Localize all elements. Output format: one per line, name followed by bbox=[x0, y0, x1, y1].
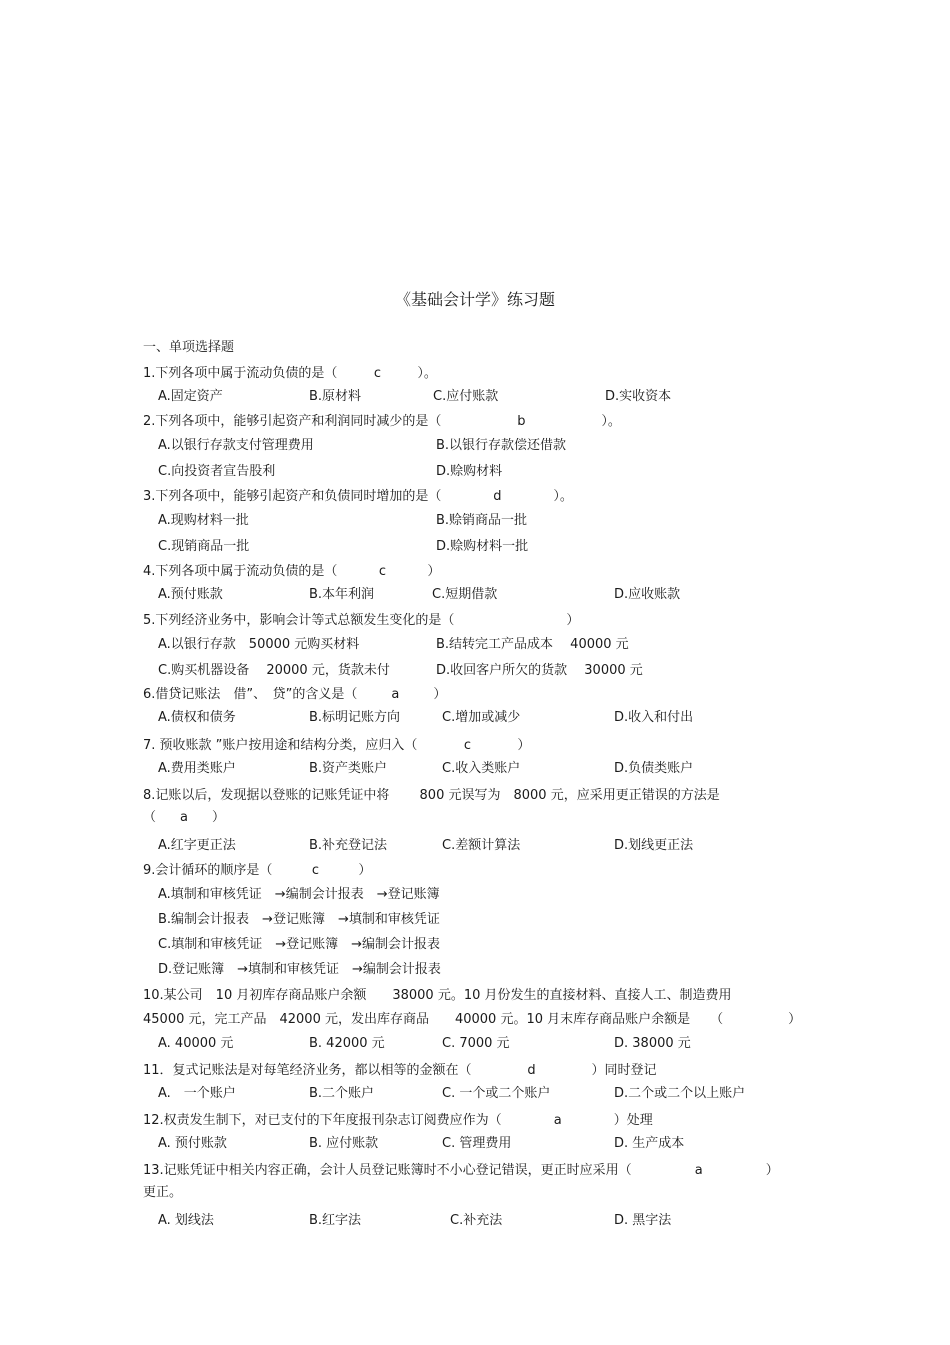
option-b: B. 42000 元 bbox=[309, 1036, 385, 1051]
option-c: C.向投资者宣告股利 bbox=[158, 464, 276, 479]
question-stem bbox=[143, 561, 440, 583]
stem-close: ）同时登记 bbox=[591, 1063, 657, 1078]
stem-text: 6.借贷记账法 借”、 贷”的含义是（ bbox=[143, 687, 358, 702]
document-title: 《基础会计学》练习题 bbox=[394, 290, 555, 309]
option-b: B.本年利润 bbox=[309, 587, 375, 602]
option-d: D.二个或二个以上账户 bbox=[614, 1086, 746, 1101]
option-a: A.预付账款 bbox=[158, 587, 223, 602]
question-stem bbox=[143, 610, 579, 632]
options-row bbox=[158, 658, 643, 684]
question-stem-line-2 bbox=[143, 807, 720, 829]
question-stem bbox=[143, 411, 621, 433]
stem-text-2: 45000 元，完工产品 42000 元，发出库存商品 40000 元。10 月末库存商品账户余额是 bbox=[143, 1012, 691, 1027]
option-b: B.补充登记法 bbox=[309, 838, 388, 853]
option-d: D.赊购材料一批 bbox=[436, 539, 529, 554]
option-a: A. 40000 元 bbox=[158, 1036, 234, 1051]
question-stem bbox=[143, 785, 720, 807]
option-a: A.填制和审核凭证 →编制会计报表 →登记账簿 bbox=[158, 887, 440, 902]
options-row bbox=[158, 882, 440, 907]
question-11 bbox=[143, 1060, 746, 1106]
option-b: B.结转完工产品成本 40000 元 bbox=[436, 637, 629, 652]
options-row bbox=[158, 706, 694, 730]
question-stem-line-2 bbox=[143, 1182, 779, 1204]
option-d: D.收入和付出 bbox=[614, 710, 694, 725]
option-c: C.应付账款 bbox=[433, 389, 499, 404]
option-c: C.补充法 bbox=[450, 1213, 503, 1228]
options-row bbox=[158, 508, 573, 534]
stem-text: 2.下列各项中，能够引起资产和利润同时减少的是（ bbox=[143, 414, 442, 429]
option-a: A.红字更正法 bbox=[158, 838, 236, 853]
option-c: C. 7000 元 bbox=[442, 1036, 510, 1051]
options-row bbox=[158, 583, 681, 607]
stem-text: 1.下列各项中属于流动负债的是（ bbox=[143, 366, 338, 381]
options-row bbox=[158, 1132, 685, 1156]
stem-text: 12.权责发生制下，对已支付的下年度报刊杂志订阅费应作为（ bbox=[143, 1113, 502, 1128]
question-1 bbox=[143, 363, 672, 409]
question-3 bbox=[143, 486, 573, 560]
question-stem bbox=[143, 1160, 779, 1182]
options-row bbox=[158, 907, 440, 932]
option-c: C.购买机器设备 20000 元，货款未付 bbox=[158, 663, 390, 678]
option-b: B.原材料 bbox=[309, 389, 362, 404]
stem-close: ）处理 bbox=[613, 1113, 653, 1128]
option-a: A. 划线法 bbox=[158, 1213, 214, 1228]
answer-text: a bbox=[391, 687, 400, 702]
option-b: B. 应付账款 bbox=[309, 1136, 379, 1151]
question-stem bbox=[143, 735, 530, 757]
option-d: D.登记账簿 →填制和审核凭证 →编制会计报表 bbox=[158, 962, 441, 977]
answer-text: b bbox=[517, 414, 526, 429]
option-a: A. 预付账款 bbox=[158, 1136, 227, 1151]
stem-text: 7. 预收账款 ”账户按用途和结构分类，应归入（ bbox=[143, 738, 418, 753]
option-d: D. 黑字法 bbox=[614, 1213, 672, 1228]
option-d: D.赊购材料 bbox=[436, 464, 503, 479]
question-stem bbox=[143, 1110, 653, 1132]
question-9 bbox=[143, 860, 441, 982]
stem-close: ）。 bbox=[553, 489, 573, 504]
options-row bbox=[158, 757, 694, 781]
stem-open: （ bbox=[143, 810, 157, 825]
stem-close: ） bbox=[566, 613, 580, 628]
option-c: C.现销商品一批 bbox=[158, 539, 250, 554]
answer-text: a bbox=[180, 810, 188, 825]
question-stem bbox=[143, 363, 437, 385]
option-c: C.短期借款 bbox=[432, 587, 498, 602]
options-row bbox=[158, 957, 441, 982]
question-4 bbox=[143, 561, 681, 607]
question-13 bbox=[143, 1160, 779, 1233]
option-a: A.现购材料一批 bbox=[158, 513, 249, 528]
options-row bbox=[158, 433, 621, 459]
answer-text: c bbox=[463, 738, 471, 753]
answer-text: d bbox=[493, 489, 502, 504]
option-b: B.以银行存款偿还借款 bbox=[436, 438, 567, 453]
option-c: C.增加或减少 bbox=[442, 710, 521, 725]
options-row bbox=[158, 932, 440, 957]
option-a: A.债权和债务 bbox=[158, 710, 236, 725]
options-row bbox=[158, 534, 573, 560]
stem-text: 9.会计循环的顺序是（ bbox=[143, 863, 273, 878]
option-d: D.负债类账户 bbox=[614, 761, 694, 776]
answer-text: c bbox=[378, 564, 386, 579]
question-5 bbox=[143, 610, 643, 684]
option-c: C. 管理费用 bbox=[442, 1136, 512, 1151]
question-7 bbox=[143, 735, 694, 781]
option-b: B.二个账户 bbox=[309, 1086, 375, 1101]
option-b: B.编制会计报表 →登记账簿 →填制和审核凭证 bbox=[158, 912, 440, 927]
question-stem bbox=[143, 1060, 657, 1082]
stem-close: ）。 bbox=[417, 366, 437, 381]
question-stem bbox=[143, 684, 446, 706]
options-row bbox=[158, 385, 672, 409]
option-d: D.划线更正法 bbox=[614, 838, 694, 853]
options-row bbox=[158, 459, 621, 485]
stem-text: 5.下列经济业务中，影响会计等式总额发生变化的是（ bbox=[143, 613, 455, 628]
stem-close: ） bbox=[765, 1163, 779, 1178]
stem-text: 10.某公司 10 月初库存商品账户余额 38000 元。10 月份发生的直接材料、直接人工、制造费用 bbox=[143, 988, 732, 1003]
question-10 bbox=[143, 985, 801, 1056]
question-stem-line-2 bbox=[143, 1007, 801, 1032]
options-row bbox=[158, 1082, 746, 1106]
stem-text: 13.记账凭证中相关内容正确，会计人员登记账簿时不小心登记错误，更正时应采用（ bbox=[143, 1163, 632, 1178]
option-c: C.收入类账户 bbox=[442, 761, 521, 776]
stem-close: ） bbox=[427, 564, 441, 579]
option-b: B.资产类账户 bbox=[309, 761, 388, 776]
stem-text: 8.记账以后，发现据以登账的记账凭证中将 800 元误写为 8000 元，应采用更正错误的方法是 bbox=[143, 788, 720, 803]
option-c: C. 一个或二个账户 bbox=[442, 1086, 551, 1101]
stem-close: ） bbox=[212, 810, 226, 825]
option-d: D.应收账款 bbox=[614, 587, 681, 602]
section-heading: 一、单项选择题 bbox=[143, 340, 235, 355]
option-d: D. 生产成本 bbox=[614, 1136, 685, 1151]
stem-close: ） bbox=[517, 738, 531, 753]
option-a: A.费用类账户 bbox=[158, 761, 236, 776]
option-b: B.标明记账方向 bbox=[309, 710, 401, 725]
question-8 bbox=[143, 785, 720, 858]
options-row bbox=[158, 632, 629, 658]
stem-close: ） bbox=[433, 687, 447, 702]
answer-text: a bbox=[694, 1163, 703, 1178]
answer-text: c bbox=[373, 366, 381, 381]
stem-text-2: 更正。 bbox=[143, 1185, 183, 1200]
option-a: A.以银行存款 50000 元购买材料 bbox=[158, 637, 360, 652]
answer-text: d bbox=[527, 1063, 536, 1078]
answer-text: c bbox=[311, 863, 319, 878]
option-a: A. 一个账户 bbox=[158, 1086, 236, 1101]
stem-close: ）。 bbox=[601, 414, 621, 429]
option-d: D.实收资本 bbox=[605, 389, 672, 404]
options-row bbox=[158, 1209, 779, 1233]
option-d: D. 38000 元 bbox=[614, 1036, 691, 1051]
question-stem bbox=[143, 860, 371, 882]
option-a: A.以银行存款支付管理费用 bbox=[158, 438, 314, 453]
option-c: C.差额计算法 bbox=[442, 838, 521, 853]
options-row bbox=[158, 834, 720, 858]
answer-text: a bbox=[553, 1113, 562, 1128]
option-a: A.固定资产 bbox=[158, 389, 223, 404]
options-row bbox=[158, 1032, 801, 1056]
stem-text: 11．复式记账法是对每笔经济业务，都以相等的金额在（ bbox=[143, 1063, 472, 1078]
option-b: B.红字法 bbox=[309, 1213, 362, 1228]
stem-close: （ ） bbox=[710, 1012, 802, 1027]
question-6 bbox=[143, 684, 694, 730]
option-c: C.填制和审核凭证 →登记账簿 →编制会计报表 bbox=[158, 937, 440, 952]
stem-text: 3.下列各项中，能够引起资产和负债同时增加的是（ bbox=[143, 489, 442, 504]
option-b: B.赊销商品一批 bbox=[436, 513, 528, 528]
question-stem bbox=[143, 486, 573, 508]
stem-close: ） bbox=[358, 863, 372, 878]
stem-text: 4.下列各项中属于流动负债的是（ bbox=[143, 564, 338, 579]
question-2 bbox=[143, 411, 621, 485]
option-d: D.收回客户所欠的货款 30000 元 bbox=[436, 663, 643, 678]
question-12 bbox=[143, 1110, 685, 1156]
question-stem bbox=[143, 985, 801, 1007]
